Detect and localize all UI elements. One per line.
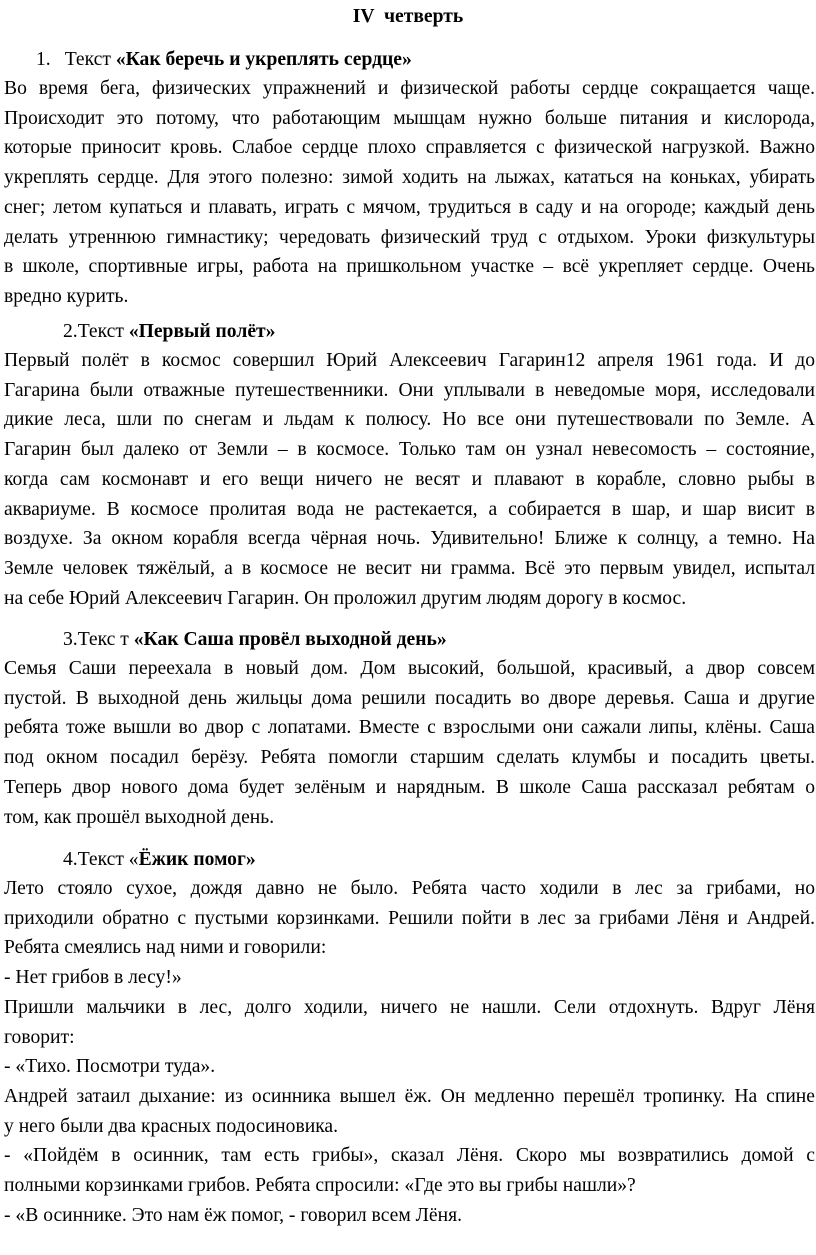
text-line: - «В осиннике. Это нам ёж помог, - говорил всем Лёня. [4, 1204, 463, 1226]
section-3-body [4, 654, 815, 832]
section-4-number: 4. [63, 849, 78, 870]
text-line: делать утреннюю гимнастику; чередовать физический труд с отдыхом. Уроки физкультуры [4, 226, 815, 248]
text-line: пустой. В выходной день жильцы дома решили посадить во дворе деревья. Саша и другие [4, 687, 815, 709]
text-line: Лето стояло сухое, дождя давно не было. Ребята часто ходили в лес за грибами, но [4, 878, 815, 899]
section-1-number: 1. [36, 49, 51, 70]
page-heading: IV четверть [352, 6, 464, 27]
section-2-title-bold: «Первый полёт» [128, 321, 276, 342]
text-line: ребята тоже вышли во двор с лопатами. Вместе с взрослыми они сажали липы, клёны. Саша [4, 717, 815, 739]
text-line: Ребята смеялись над ними и говорили: [4, 937, 327, 959]
text-line: Пришли мальчики в лес, долго ходили, ничего не нашли. Сели отдохнуть. Вдруг Лёня [4, 996, 815, 1018]
text-line: говорит: [4, 1026, 75, 1048]
text-line: том, как прошёл выходной день. [4, 806, 275, 828]
text-line: под окном посадил берёзу. Ребята помогли старшим сделать клумбы и посадить цветы. [4, 747, 815, 769]
section-3-title [63, 625, 447, 655]
section-1-body [4, 74, 815, 312]
section-3-title-bold: «Как Саша провёл выходной день» [133, 629, 447, 650]
text-line: полными корзинками грибов. Ребята спросили: «Где это вы грибы нашли»? [4, 1175, 636, 1197]
section-2-number: 2. [63, 321, 78, 342]
section-1-title-bold: «Как беречь и укреплять сердце» [115, 49, 412, 70]
text-line: - Нет грибов в лесу!» [4, 967, 182, 989]
text-line: Семья Саши переехала в новый дом. Дом высокий, большой, красивый, а двор совсем [4, 658, 815, 679]
text-line: на себе Юрий Алексеевич Гагарин. Он проложил другим людям дорогу в космос. [4, 587, 687, 609]
text-line: - «Пойдём в осинник, там есть грибы», сказал Лёня. Скоро мы возвратились домой с [4, 1145, 815, 1167]
text-line: дикие леса, шли по снегам и льдам к полюсу. Но все они путешествовали по Земле. А [4, 409, 815, 431]
text-line: которые приносит кровь. Слабое сердце плохо справляется с физической нагрузкой. Важно [4, 137, 815, 159]
section-2-title [63, 317, 275, 347]
text-line: Теперь двор нового дома будет зелёным и нарядным. В школе Саша рассказал ребятам о [4, 776, 815, 798]
text-line: приходили обратно с пустыми корзинками. Решили пойти в лес за грибами Лёня и Андрей. [4, 907, 815, 929]
section-2-title-prefix: Текст [77, 321, 129, 342]
text-line: в школе, спортивные игры, работа на пришкольном участке – всё укрепляет сердце. Очень [4, 256, 815, 278]
section-2-body [4, 346, 815, 613]
section-3-number: 3. [63, 629, 78, 650]
section-4-title [63, 845, 256, 875]
text-line: воздухе. За окном корабля всегда чёрная ночь. Удивительно! Ближе к солнцу, а темно. На [4, 528, 815, 550]
text-line: Андрей затаил дыхание: из осинника вышел ёж. Он медленно перешёл тропинку. На спине [4, 1085, 815, 1107]
text-line: вредно курить. [4, 285, 129, 307]
text-line: снег; летом купаться и плавать, играть с мячом, трудиться в саду и на огороде; каждый день [4, 196, 815, 218]
text-line: у него были два красных подосиновика. [4, 1115, 339, 1137]
section-1-title-prefix: Текст [64, 49, 116, 70]
section-4-title-prefix: Текст « [77, 849, 139, 870]
text-line: Происходит это потому, что работающим мышцам нужно больше питания и кислорода, [4, 107, 815, 129]
text-line: - «Тихо. Посмотри туда». [4, 1056, 216, 1078]
section-3-title-prefix: Текс т [77, 629, 134, 650]
section-4-title-bold: Ёжик помог» [138, 849, 256, 870]
text-line: Гагарин был далеко от Земли – в космосе. Только там он узнал невесомость – состояние, [4, 439, 815, 461]
text-line: Земле человек тяжёлый, а в космосе не весит ни грамма. Всё это первым увидел, испытал [4, 557, 815, 579]
section-1-title [36, 45, 412, 75]
text-line: когда сам космонавт и его вещи ничего не весят и плавают в корабле, словно рыбы в [4, 468, 815, 490]
text-line: Первый полёт в космос совершил Юрий Алексеевич Гагарин12 апреля 1961 года. И до [4, 350, 815, 371]
text-line: аквариуме. В космосе пролитая вода не растекается, а собирается в шар, и шар висит в [4, 498, 815, 520]
section-4-body [4, 874, 815, 1230]
text-line: Гагарина были отважные путешественники. Они уплывали в неведомые моря, исследовали [4, 379, 815, 401]
text-line: Во время бега, физических упражнений и физической работы сердце сокращается чаще. [4, 78, 815, 99]
text-line: укреплять сердце. Для этого полезно: зимой ходить на лыжах, кататься на коньках, убирать [4, 167, 815, 189]
